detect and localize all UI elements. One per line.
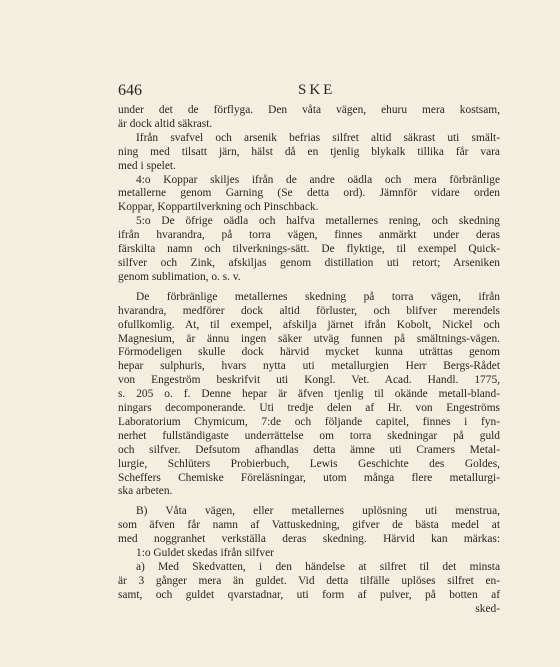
text-line: hepar sulphuris, hvars nytta uti metallurgien Herr Bergs-Rådet	[118, 360, 500, 373]
text-line: genom sublimation, o. s. v.	[118, 270, 241, 283]
text-line: Scheffers Chemiske Föreläsningar, utom många flere metallurgi-	[118, 471, 500, 484]
text-line: De förbränlige metallernes skedning på torra vägen, ifrån	[136, 290, 500, 303]
text-line: ofullkomlig. At, til exempel, afskilja järnet ifrån Kobolt, Nickel och	[118, 318, 500, 331]
text-line: Koppar, Koppartilverkning och Pinschback.	[118, 201, 319, 214]
text-line: B) Våta vägen, eller metallernes uplösning uti menstrua,	[136, 505, 500, 518]
text-line: ningars decomponerande. Uti tredje delen af Hr. von Engeströms	[118, 402, 500, 415]
text-line: hvarandra, medförer dock altid förluster, och blifver merendels	[118, 304, 500, 317]
running-head: SKE	[298, 82, 336, 98]
text-line: ifrån hvarandra, på torra vägen, finnes anmärkt under deras	[118, 229, 500, 242]
text-line: Ifrån svafvel och arsenik befrias silfret altid säkrast uti smält-	[136, 131, 500, 144]
body-text	[118, 104, 500, 617]
text-line: under det de förflyga. Den våta vägen, ehuru mera kostsam,	[118, 104, 500, 116]
text-line: lurgie, Schlüters Probierbuch, Lewis Geschichte des Goldes,	[118, 457, 500, 470]
text-line: ning med tilsatt järn, hälst då en tjenlig blykalk tillika får vara	[118, 145, 500, 158]
text-line: Magnesium, är ännu ingen säker utväg funnen på smältnings-vägen.	[118, 332, 500, 345]
text-line: och silfver. Defsutom afhandlas detta ämne uti Cramers Metal-	[118, 443, 500, 456]
catchword: sked-	[475, 602, 500, 615]
text-line: som äfven får namn af Vattuskedning, gifver de bästa medel at	[118, 519, 500, 532]
text-line: samt, och guldet qvarstadnar, uti form af pulver, på botten af	[118, 588, 500, 601]
text-line: nerhet fullständigaste underrättelse om torra skedningar på guld	[118, 429, 500, 442]
text-line: von Engeström beskrifvit uti Kongl. Vet. Acad. Handl. 1775,	[118, 374, 500, 387]
text-line: 5:o De öfrige oädla och halfva metallernes rening, och skedning	[136, 215, 500, 228]
text-line: silfver och Zink, afskiljas genom distillation uti retort; Arseniken	[118, 256, 500, 269]
page-header	[118, 82, 498, 102]
text-line: är dock altid säkrast.	[118, 117, 213, 130]
text-line: a) Med Skedvatten, i den händelse at silfret til det minsta	[136, 561, 500, 573]
text-line: med i spelet.	[118, 159, 176, 172]
text-line: Förmodeligen skulle dock härvid mycket kunna uträttas genom	[118, 346, 500, 359]
page-number: 646	[118, 82, 142, 99]
text-line: 1:o Guldet skedas ifrån silfver	[136, 547, 274, 560]
text-line: 4:o Koppar skiljes ifrån de andre oädla och mera förbränlige	[136, 173, 500, 186]
text-line: Laboratorium Chymicum, 7:de och följande capitel, finnes i fyn-	[118, 415, 500, 428]
text-line: färskilta namn och tilverknings-sätt. De flyktige, til exempel Quick-	[118, 243, 500, 256]
text-line: ska arbeten.	[118, 485, 173, 498]
text-line: är 3 gånger mera än guldet. Vid detta tilfälle uplöses silfret en-	[118, 574, 500, 587]
text-line: s. 205 o. f. Denne hepar är äfven tjenlig til okände metall-bland-	[118, 388, 500, 401]
text-line: med noggranhet verkställa deras skedning. Härvid kan märkas:	[118, 533, 500, 546]
text-line: metallerne genom Garning (Se detta ord). Jämnför vidare orden	[118, 187, 500, 200]
